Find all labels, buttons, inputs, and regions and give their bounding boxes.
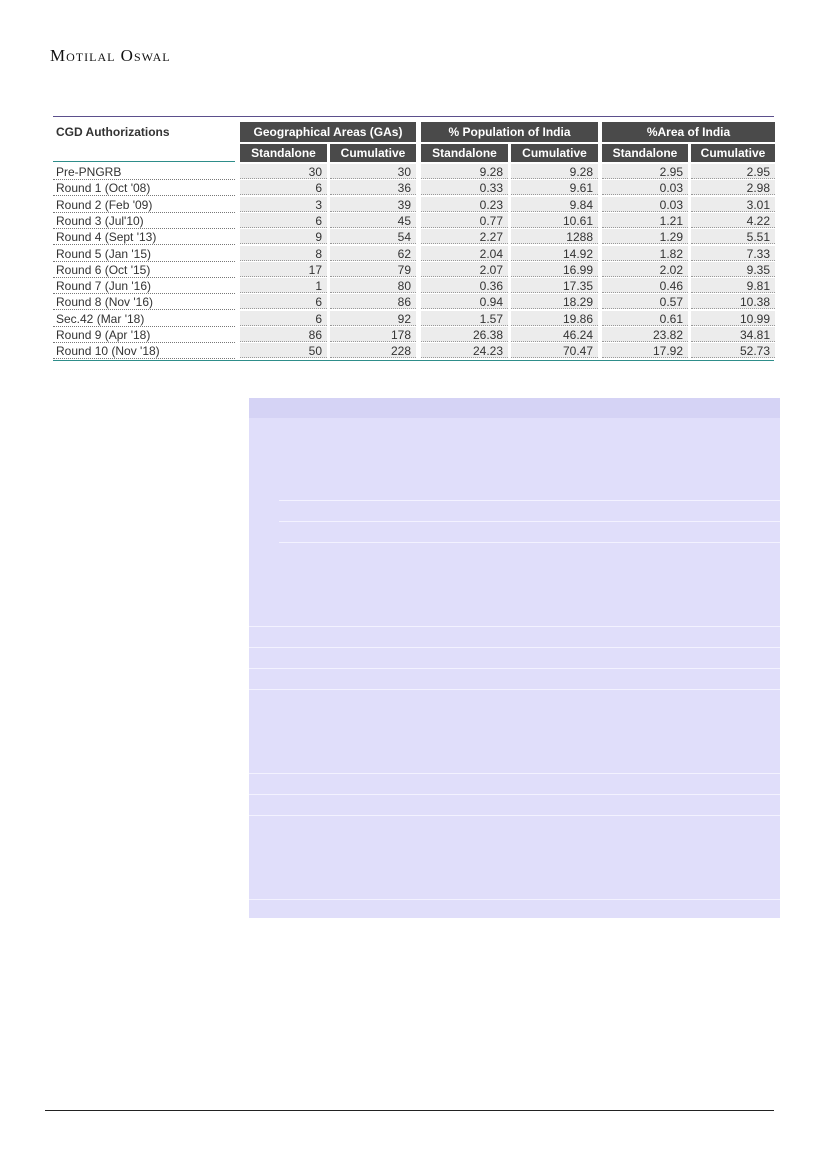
table-cell: 17.92 [602, 343, 688, 358]
panel-divider [279, 500, 780, 501]
table-cell: 6 [240, 180, 327, 195]
table-row [53, 294, 775, 310]
panel-divider [279, 542, 780, 543]
table-cell: 0.46 [602, 278, 688, 293]
table-cell: 50 [240, 343, 327, 358]
table-cell: 62 [330, 246, 416, 261]
table-cell: 0.23 [421, 197, 508, 212]
row-label: Round 3 (Jul'10) [56, 213, 144, 228]
table-cell: 23.82 [602, 327, 688, 342]
panel-divider [249, 815, 780, 816]
table-cell: 30 [240, 164, 327, 179]
table-cell: 39 [330, 197, 416, 212]
panel-divider [249, 647, 780, 648]
table-cell: 17 [240, 262, 327, 277]
group-header-area: %Area of India [602, 122, 775, 142]
table-cell: 1 [240, 278, 327, 293]
table-cell: 6 [240, 294, 327, 309]
table-cell: 18.29 [511, 294, 598, 309]
table-row [53, 213, 775, 229]
table-cell: 36 [330, 180, 416, 195]
table-cell: 2.95 [691, 164, 775, 179]
table-row [53, 229, 775, 245]
table-row [53, 262, 775, 278]
table-cell: 1.57 [421, 311, 508, 326]
subheader-standalone: Standalone [602, 144, 688, 162]
row-label: Round 5 (Jan '15) [56, 246, 152, 261]
table-cell: 0.61 [602, 311, 688, 326]
table-cell: 1.29 [602, 229, 688, 244]
table-cell: 52.73 [691, 343, 775, 358]
table-cell: 9.84 [511, 197, 598, 212]
table-cell: 9 [240, 229, 327, 244]
table-cell: 24.23 [421, 343, 508, 358]
panel-divider [249, 899, 780, 900]
table-row [53, 311, 775, 327]
table-cell: 45 [330, 213, 416, 228]
table-cell: 6 [240, 311, 327, 326]
group-header-population: % Population of India [421, 122, 598, 142]
table-cell: 92 [330, 311, 416, 326]
table-cell: 6 [240, 213, 327, 228]
table-cell: 14.92 [511, 246, 598, 261]
row-label: Round 9 (Apr '18) [56, 328, 151, 342]
table-cell: 46.24 [511, 327, 598, 342]
table-cell: 10.38 [691, 294, 775, 309]
brand-logo: Motilal Oswal [50, 46, 171, 65]
row-label: Round 1 (Oct '08) [56, 181, 151, 196]
table-cell: 2.04 [421, 246, 508, 261]
table-cell: 0.94 [421, 294, 508, 309]
row-label: Round 4 (Sept '13) [56, 230, 157, 245]
table-row [53, 180, 775, 196]
panel-divider [249, 794, 780, 795]
table-cell: 0.03 [602, 197, 688, 212]
table-cell: 17.35 [511, 278, 598, 293]
table-cell: 0.33 [421, 180, 508, 195]
highlight-panel [249, 398, 780, 918]
panel-divider [249, 668, 780, 669]
table-cell: 1.21 [602, 213, 688, 228]
subheader-standalone: Standalone [421, 144, 508, 162]
table-row [53, 164, 775, 180]
table-row [53, 278, 775, 294]
table-cell: 1288 [511, 229, 598, 244]
table-row [53, 246, 775, 262]
row-label: Round 8 (Nov '16) [56, 295, 154, 310]
subheader-standalone: Standalone [240, 144, 327, 162]
group-header-gas: Geographical Areas (GAs) [240, 122, 416, 142]
table-cell: 7.33 [691, 246, 775, 261]
table-cell: 70.47 [511, 343, 598, 358]
table-cell: 0.57 [602, 294, 688, 309]
table-cell: 86 [240, 327, 327, 342]
table-cell: 9.28 [511, 164, 598, 179]
table-cell: 9.35 [691, 262, 775, 277]
table-cell: 16.99 [511, 262, 598, 277]
table-cell: 1.82 [602, 246, 688, 261]
table-cell: 30 [330, 164, 416, 179]
table-cell: 0.36 [421, 278, 508, 293]
table-cell: 9.61 [511, 180, 598, 195]
subheader-cumulative: Cumulative [330, 144, 416, 162]
table-cell: 228 [330, 343, 416, 358]
table-cell: 2.07 [421, 262, 508, 277]
table-cell: 2.95 [602, 164, 688, 179]
panel-divider [279, 521, 780, 522]
top-rule [53, 116, 774, 117]
table-cell: 2.98 [691, 180, 775, 195]
row-label: Round 2 (Feb '09) [56, 197, 153, 212]
table-cell: 10.61 [511, 213, 598, 228]
table-cell: 3.01 [691, 197, 775, 212]
table-cell: 4.22 [691, 213, 775, 228]
subheader-cumulative: Cumulative [511, 144, 598, 162]
table-cell: 10.99 [691, 311, 775, 326]
row-label: Pre-PNGRB [56, 165, 122, 179]
table-cell: 26.38 [421, 327, 508, 342]
panel-band [249, 398, 780, 418]
table-cell: 9.28 [421, 164, 508, 179]
table-cell: 19.86 [511, 311, 598, 326]
subheader-cumulative: Cumulative [691, 144, 775, 162]
table-cell: 54 [330, 229, 416, 244]
table-cell: 2.02 [602, 262, 688, 277]
table-cell: 3 [240, 197, 327, 212]
table-cell: 34.81 [691, 327, 775, 342]
panel-divider [249, 626, 780, 627]
footer-rule [45, 1110, 774, 1111]
table-title: CGD Authorizations [56, 125, 170, 139]
table-cell: 5.51 [691, 229, 775, 244]
title-underline [53, 161, 235, 162]
panel-divider [249, 689, 780, 690]
table-cell: 9.81 [691, 278, 775, 293]
table-cell: 2.27 [421, 229, 508, 244]
row-label: Round 6 (Oct '15) [56, 262, 151, 277]
table-bottom-rule [53, 360, 774, 361]
table-cell: 79 [330, 262, 416, 277]
panel-divider [249, 773, 780, 774]
row-label: Round 7 (Jun '16) [56, 279, 152, 294]
table-cell: 0.77 [421, 213, 508, 228]
row-label: Round 10 (Nov '18) [56, 344, 160, 359]
table-row [53, 197, 775, 213]
table-cell: 0.03 [602, 180, 688, 195]
table-row [53, 327, 775, 343]
table-row [53, 343, 775, 359]
table-cell: 80 [330, 278, 416, 293]
table-cell: 178 [330, 327, 416, 342]
table-cell: 86 [330, 294, 416, 309]
row-label: Sec.42 (Mar '18) [56, 311, 145, 326]
table-cell: 8 [240, 246, 327, 261]
